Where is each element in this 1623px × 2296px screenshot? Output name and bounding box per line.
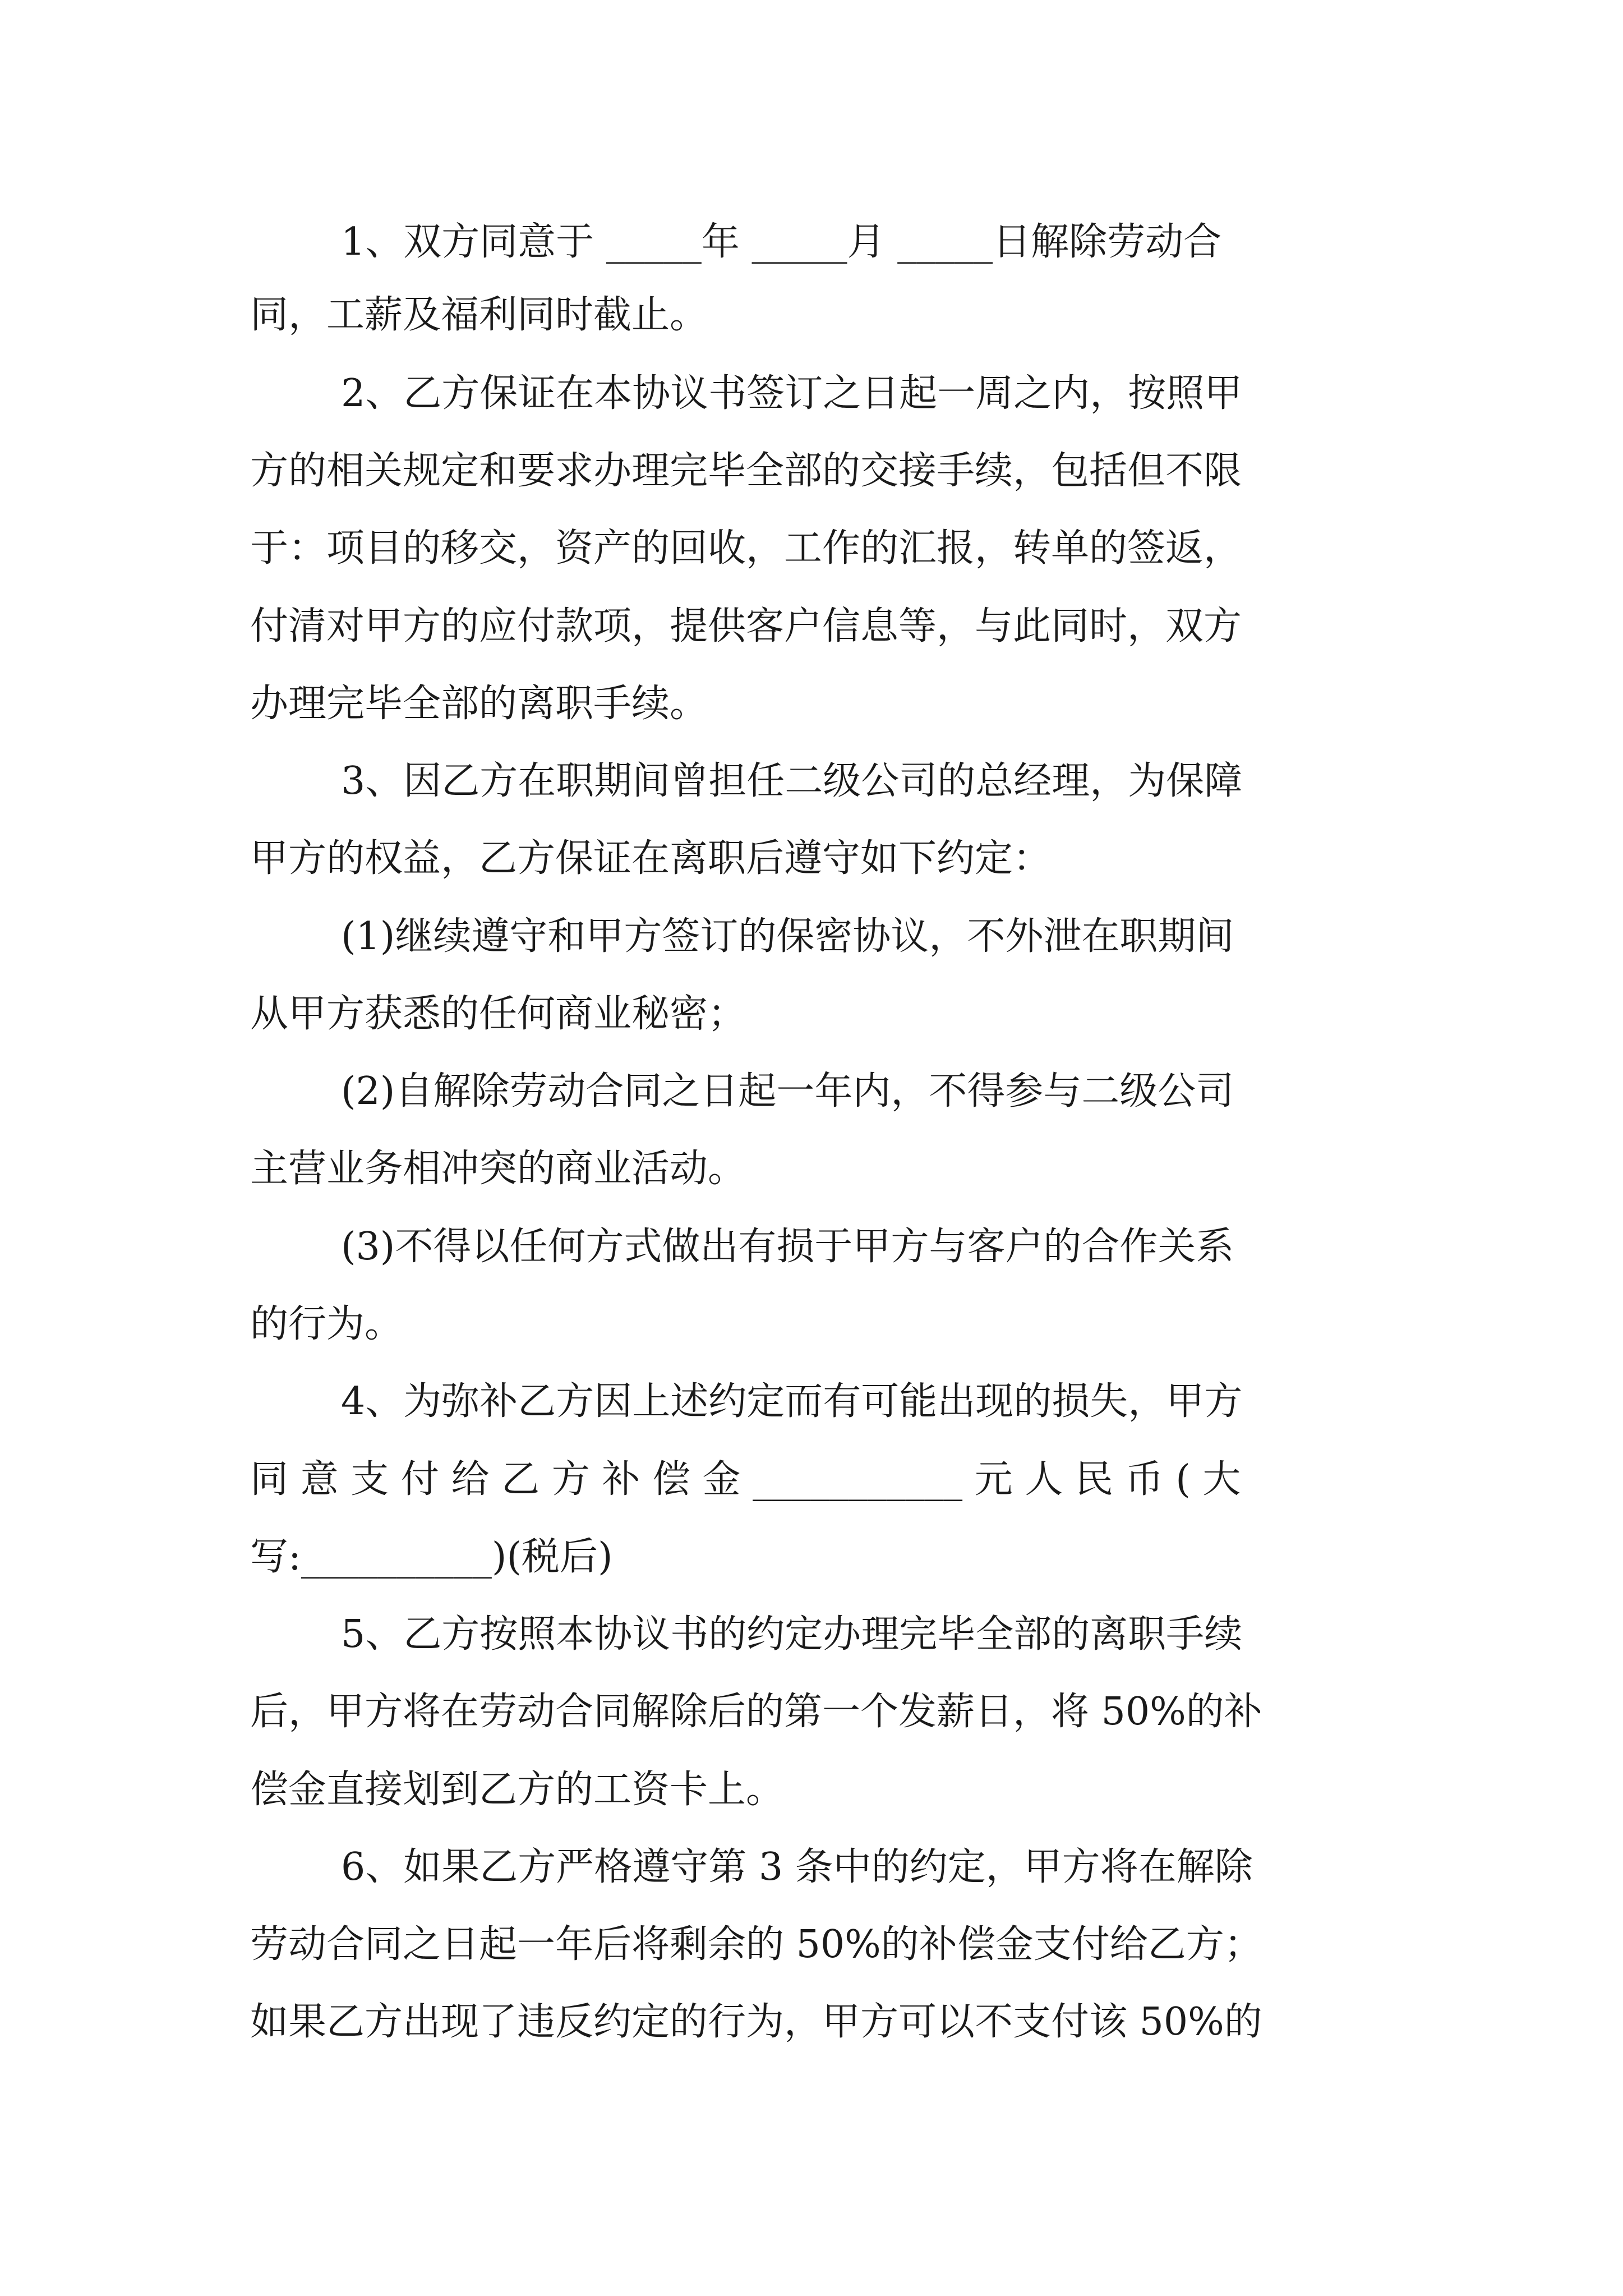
clause-3-line-1: 3、因乙方在职期间曾担任二级公司的总经理，为保障 bbox=[341, 759, 1243, 803]
clause-3-line-2: 甲方的权益，乙方保证在离职后遵守如下约定： bbox=[250, 836, 1052, 881]
clause-5-line-3: 偿金直接划到乙方的工资卡上。 bbox=[250, 1768, 785, 1812]
clause-3-item-1-line-2: 从甲方获悉的任何商业秘密； bbox=[250, 992, 746, 1036]
clause-4-line-3: 写:__________)(税后) bbox=[250, 1535, 613, 1579]
clause-5-line-2: 后，甲方将在劳动合同解除后的第一个发薪日，将 50%的补 bbox=[250, 1690, 1262, 1734]
clause-3-item-2-line-2: 主营业务相冲突的商业活动。 bbox=[250, 1147, 746, 1191]
clause-2-line-4: 付清对甲方的应付款项，提供客户信息等，与此同时，双方 bbox=[250, 604, 1242, 648]
clause-3-item-2-line-1: (2)自解除劳动合同之日起一年内，不得参与二级公司 bbox=[341, 1069, 1234, 1114]
clause-6-line-1: 6、如果乙方严格遵守第 3 条中的约定，甲方将在解除 bbox=[341, 1845, 1253, 1889]
clause-6-line-3: 如果乙方出现了违反约定的行为，甲方可以不支付该 50%的 bbox=[250, 2000, 1262, 2044]
clause-4-line-2: 同 意 支 付 给 乙 方 补 偿 金 ___________ 元 人 民 币 ( 大 bbox=[250, 1457, 1241, 1502]
clause-3-item-1-line-1: (1)继续遵守和甲方签订的保密协议，不外泄在职期间 bbox=[341, 914, 1234, 959]
clause-1-line-2: 同，工薪及福利同时截止。 bbox=[250, 293, 708, 337]
clause-3-item-3-line-2: 的行为。 bbox=[250, 1302, 403, 1346]
clause-2-line-3: 于：项目的移交，资产的回收，工作的汇报，转单的签返， bbox=[250, 526, 1242, 570]
clause-5-line-1: 5、乙方按照本协议书的约定办理完毕全部的离职手续 bbox=[341, 1612, 1243, 1657]
clause-1-line-1: 1、双方同意于 _____年 _____月 _____日解除劳动合 bbox=[341, 220, 1222, 264]
clause-4-line-1: 4、为弥补乙方因上述约定而有可能出现的损失，甲方 bbox=[341, 1379, 1243, 1424]
clause-2-line-2: 方的相关规定和要求办理完毕全部的交接手续，包括但不限 bbox=[250, 449, 1242, 493]
clause-3-item-3-line-1: (3)不得以任何方式做出有损于甲方与客户的合作关系 bbox=[341, 1225, 1234, 1269]
clause-2-line-5: 办理完毕全部的离职手续。 bbox=[250, 682, 708, 726]
clause-2-line-1: 2、乙方保证在本协议书签订之日起一周之内，按照甲 bbox=[341, 371, 1243, 416]
clause-6-line-2: 劳动合同之日起一年后将剩余的 50%的补偿金支付给乙方； bbox=[250, 1922, 1262, 1967]
